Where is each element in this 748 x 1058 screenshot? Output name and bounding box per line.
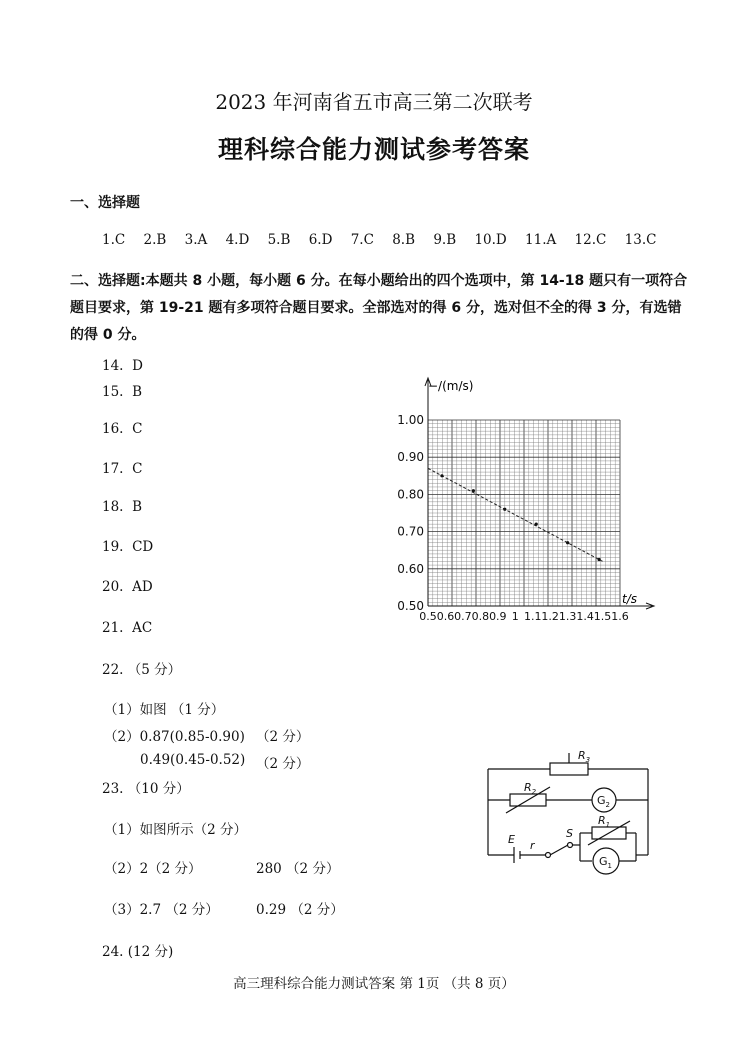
answer-item: 3.A	[184, 232, 208, 248]
data-point	[535, 523, 538, 526]
r3-label: $R_3$	[578, 749, 591, 764]
y-tick-label: 1.00	[397, 413, 424, 427]
data-point	[472, 489, 475, 492]
section2-instructions: 二、选择题:本题共 8 小题，每小题 6 分。在每小题给出的四个选项中，第 14-18 题只有一项符合题目要求，第 19-21 题有多项符合题目要求。全部选对的得 6 分，选对但不全的得 3 分，有选错的得 0 分。	[70, 273, 688, 343]
q22-line1: （1）如图 （1 分）	[104, 702, 225, 718]
x-tick-label: 1.3	[558, 610, 577, 623]
g1-label: $G_1$	[599, 855, 612, 870]
y-tick-label: 0.90	[397, 450, 424, 465]
q23-line3-answer: （3）2.7 （2 分）	[104, 902, 219, 918]
chart-xlabel: t/s	[622, 592, 637, 606]
x-tick-label: 0.6	[436, 610, 455, 623]
answer-item: 13.C	[624, 232, 657, 248]
page-footer: 高三理科综合能力测试答案 第 1页 （共 8 页）	[233, 976, 515, 992]
answer-item: 11.A	[525, 232, 557, 248]
r2-label: $R_2$	[524, 781, 537, 796]
q23-heading: 23. （10 分）	[102, 781, 190, 797]
chart-grid	[428, 420, 620, 606]
answer-row: 21. AC	[102, 620, 153, 636]
answer-row: 16. C	[102, 421, 143, 437]
x-tick-label: 0.8	[471, 610, 490, 623]
resistor-r3	[550, 763, 588, 775]
y-tick-label: 0.80	[397, 487, 424, 502]
q23-line3-score: 0.29 （2 分）	[256, 902, 344, 918]
data-point	[503, 508, 506, 511]
answer-item: 2.B	[143, 232, 167, 248]
section1-heading: 一、选择题	[70, 195, 140, 211]
answer-item: 10.D	[474, 232, 507, 248]
answer-row: 19. CD	[102, 539, 154, 555]
x-tick-label: 1.5	[593, 610, 612, 623]
q22-line2-answer: （2）0.87(0.85-0.90)	[104, 729, 245, 745]
answer-row: 17. C	[102, 461, 143, 477]
q22-line3-answer: 0.49(0.45-0.52)	[140, 752, 246, 768]
emf-label: E	[508, 833, 515, 846]
answer-row: 20. AD	[102, 579, 153, 595]
answer-row: 15. B	[102, 384, 142, 400]
data-point	[566, 541, 569, 544]
answer-item: 4.D	[225, 232, 250, 248]
circuit-diagram	[480, 745, 680, 885]
x-tick-label: 0.5	[419, 610, 437, 623]
chart-marks	[428, 468, 603, 561]
q23-line2-answer: （2）2（2 分）	[104, 861, 202, 877]
q22-line2-score: （2 分）	[256, 729, 310, 745]
exam-subtitle: 2023 年河南省五市高三第二次联考	[215, 90, 533, 114]
answer-row: 14. D	[102, 358, 143, 374]
page-title: 理科综合能力测试参考答案	[217, 135, 530, 164]
answer-item: 12.C	[574, 232, 607, 248]
q23-line2-score: 280 （2 分）	[256, 861, 340, 877]
g2-label: $G_2$	[597, 794, 610, 809]
y-tick-label: 0.50	[397, 599, 424, 613]
answer-item: 8.B	[392, 232, 416, 248]
x-tick-label: 1.6	[611, 610, 629, 623]
x-tick-label: 1	[511, 610, 519, 623]
answer-row: 18. B	[102, 499, 142, 515]
answer-item: 5.B	[267, 232, 291, 248]
x-tick-label: 1.4	[576, 610, 594, 623]
x-tick-label: 0.9	[489, 610, 507, 623]
q22-line3-score: （2 分）	[256, 756, 310, 772]
answer-item: 9.B	[433, 232, 457, 248]
answer-item: 1.C	[102, 232, 126, 248]
data-point	[440, 474, 443, 477]
x-tick-label: 1.2	[541, 610, 559, 623]
x-tick-label: 0.7	[454, 610, 472, 623]
q23-line1: （1）如图所示（2 分）	[104, 822, 247, 838]
chart-ticks	[397, 413, 628, 623]
multiple-choice-answers	[102, 232, 670, 248]
internal-resistance-label: r	[530, 839, 535, 852]
q24-heading: 24. (12 分)	[102, 944, 174, 960]
fit-line	[428, 468, 603, 561]
answer-item: 6.D	[308, 232, 333, 248]
y-tick-label: 0.70	[397, 524, 424, 539]
chart-ylabel: −/(m/s)	[428, 379, 474, 393]
y-tick-label: 0.60	[397, 561, 424, 576]
data-point	[597, 558, 600, 561]
r1-label: $R_1$	[598, 814, 611, 829]
velocity-time-chart	[390, 370, 690, 630]
q22-heading: 22. （5 分）	[102, 662, 182, 678]
answer-item: 7.C	[350, 232, 374, 248]
switch-label: S	[566, 827, 573, 840]
x-tick-label: 1.1	[523, 610, 542, 623]
